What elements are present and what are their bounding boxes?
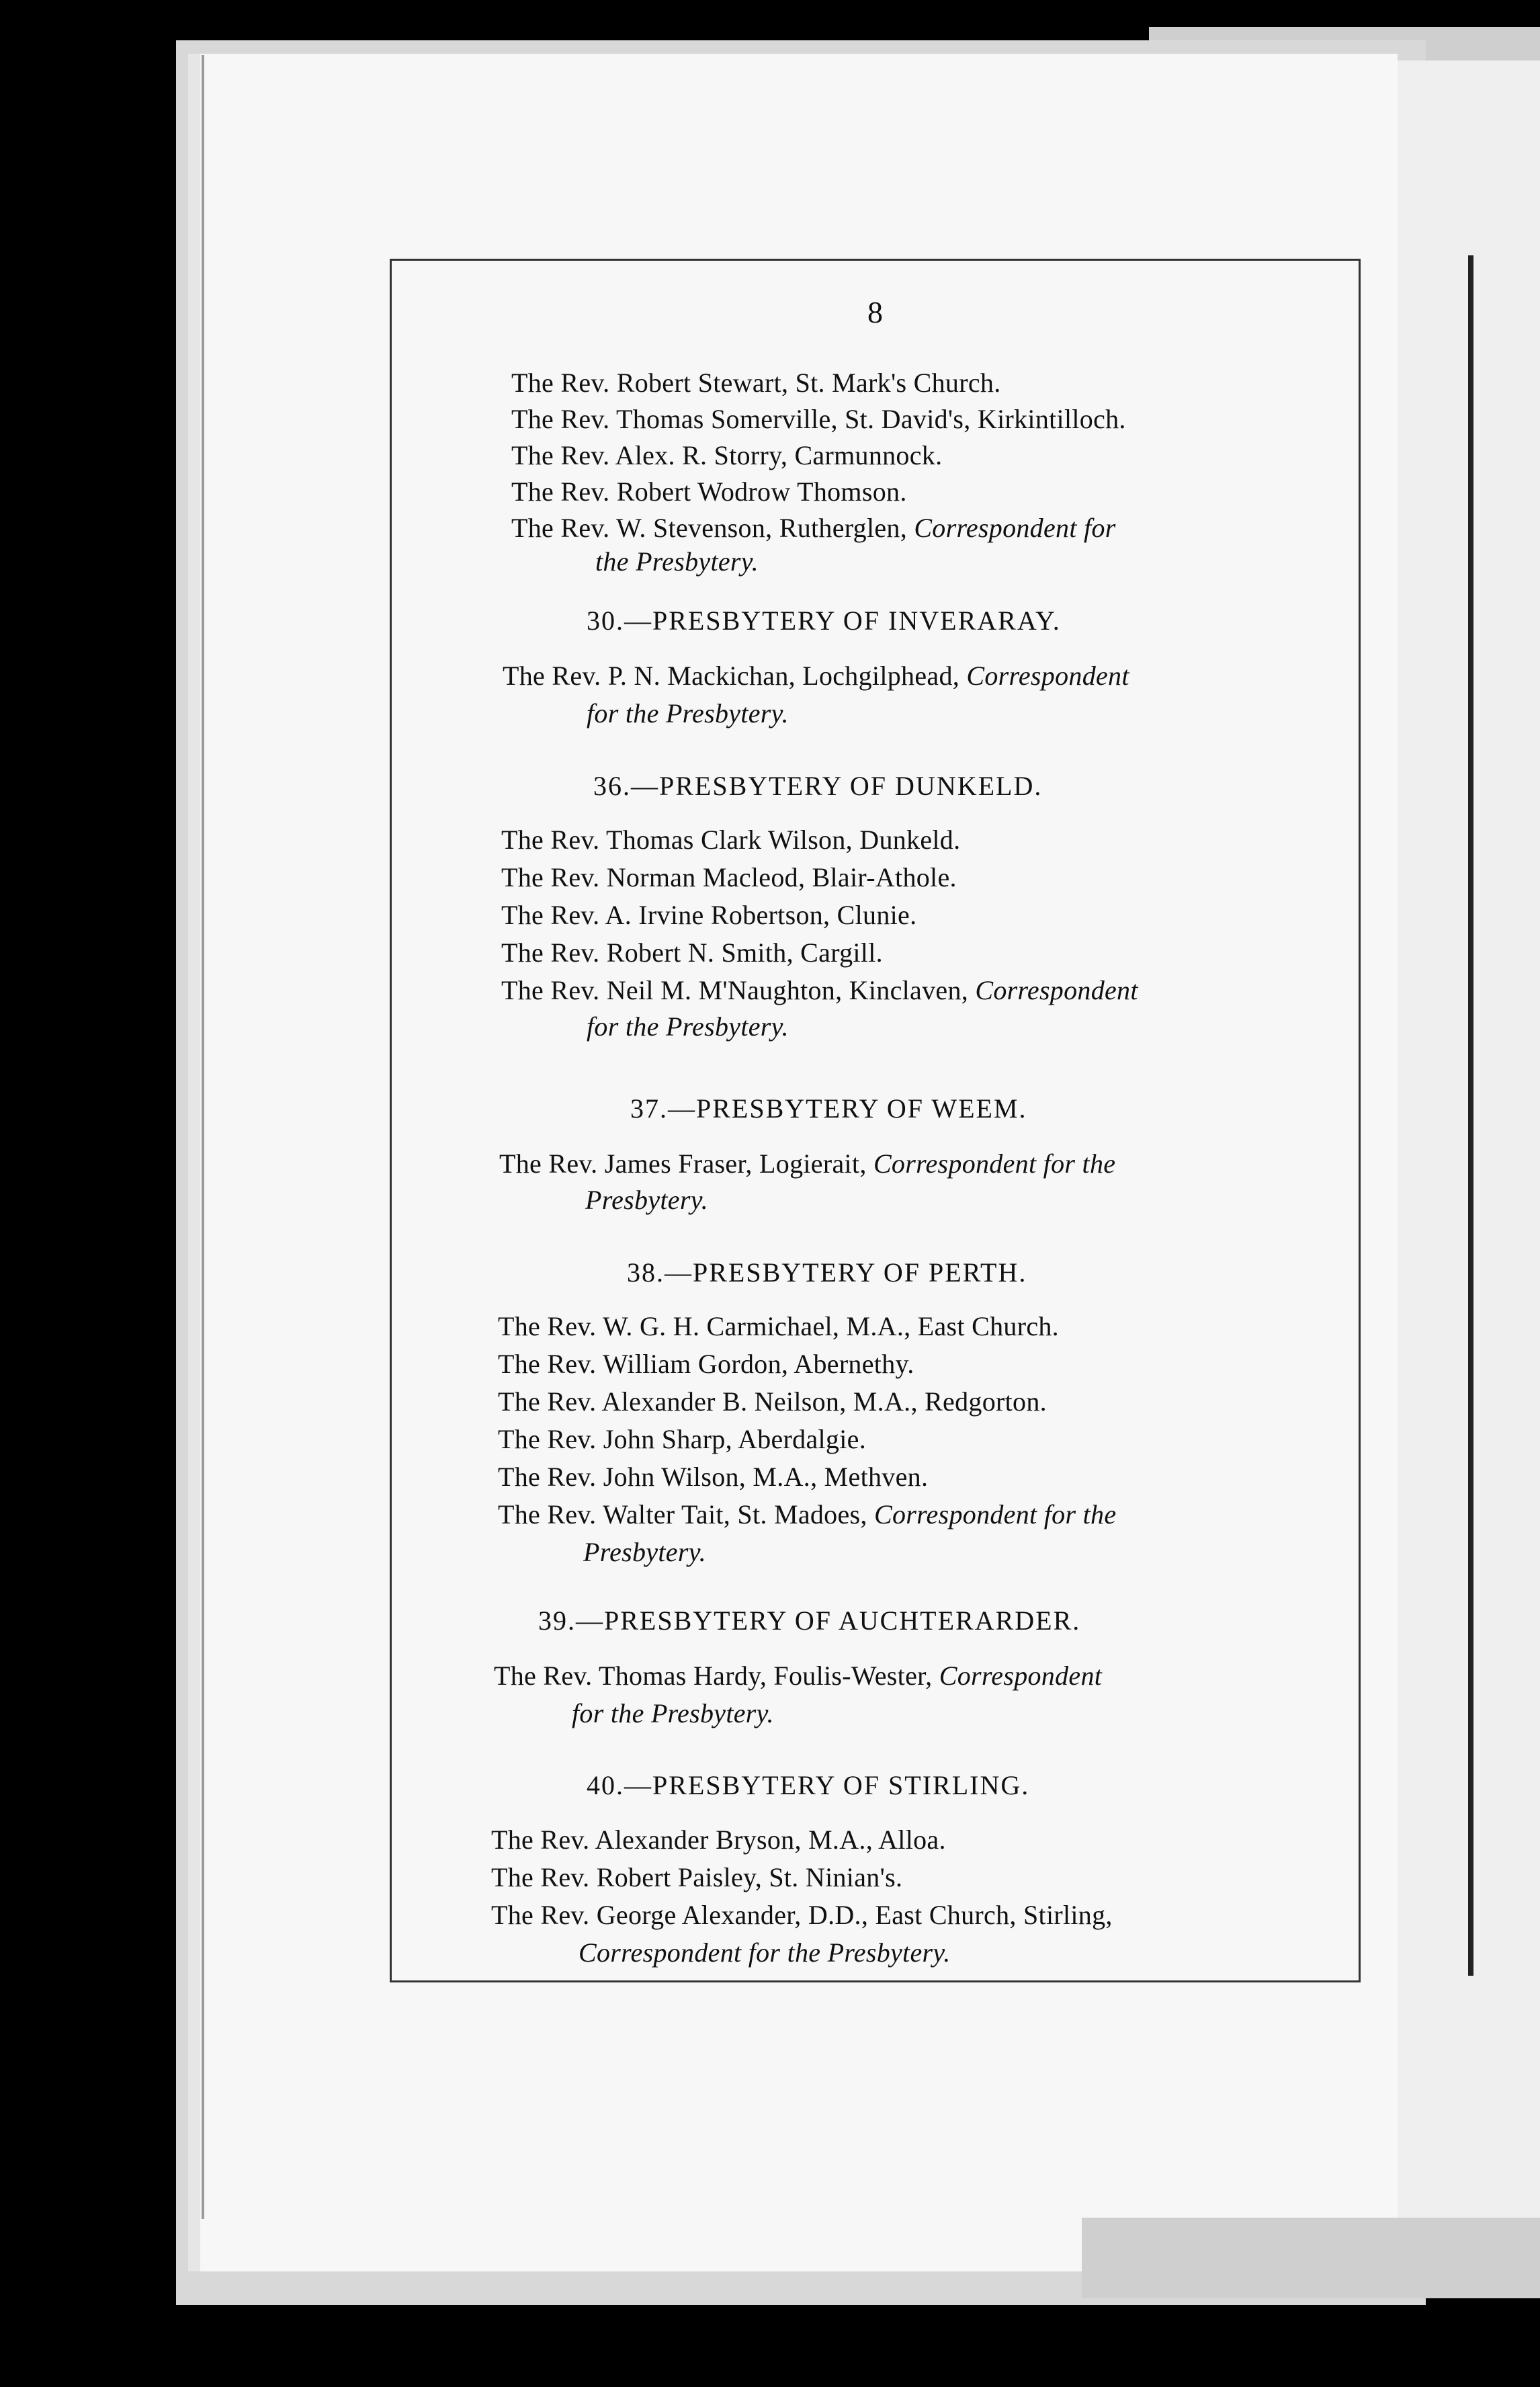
list-item-text: The Rev. Walter Tait, St. Madoes, (498, 1499, 875, 1530)
correspondent-note: Correspondent for the (874, 1499, 1117, 1530)
section-heading: 30.—PRESBYTERY OF INVERARAY. (587, 605, 1061, 636)
section-heading: 37.—PRESBYTERY OF WEEM. (630, 1093, 1027, 1124)
correspondent-note: Presbytery. (583, 1537, 706, 1567)
correspondent-note: Correspondent for (914, 513, 1116, 543)
correspondent-note: for the Presbytery. (572, 1698, 774, 1728)
page-number: 8 (867, 295, 883, 329)
correspondent-note: for the Presbytery. (587, 698, 789, 728)
facing-page (1384, 60, 1540, 2278)
list-item (511, 512, 1116, 544)
list-item: The Rev. John Wilson, M.A., Methven. (498, 1462, 929, 1492)
correspondent-note: the Presbytery. (595, 546, 759, 577)
list-item: The Rev. John Sharp, Aberdalgie. (498, 1424, 866, 1454)
list-item (499, 1148, 1115, 1179)
correspondent-note: Correspondent (966, 661, 1129, 691)
page-edge (202, 55, 204, 2219)
correspondent-note: Correspondent for the (873, 1148, 1116, 1179)
list-item (503, 660, 1129, 692)
correspondent-note: Correspondent (939, 1661, 1103, 1691)
list-item: The Rev. A. Irvine Robertson, Clunie. (501, 900, 917, 930)
list-item: The Rev. Alex. R. Storry, Carmunnock. (511, 440, 943, 470)
list-item-text: The Rev. W. Stevenson, Rutherglen, (511, 513, 914, 543)
facing-page-frame-edge (1468, 255, 1473, 1976)
list-item: The Rev. George Alexander, D.D., East Church, Stirling, (491, 1900, 1113, 1930)
scan-bottom-strip (1082, 2218, 1540, 2298)
list-item (494, 1660, 1102, 1691)
list-item-text: The Rev. Thomas Hardy, Foulis-Wester, (494, 1661, 939, 1691)
list-item-text: The Rev. James Fraser, Logierait, (499, 1148, 873, 1179)
list-item (501, 974, 1138, 1006)
section-heading: 38.—PRESBYTERY OF PERTH. (627, 1257, 1027, 1288)
list-item: The Rev. W. G. H. Carmichael, M.A., East Church. (498, 1311, 1059, 1341)
list-item (498, 1499, 1116, 1530)
list-item: The Rev. Robert Paisley, St. Ninian's. (491, 1862, 903, 1892)
section-heading: 36.—PRESBYTERY OF DUNKELD. (593, 771, 1043, 801)
list-item: The Rev. Robert Stewart, St. Mark's Church. (511, 368, 1001, 398)
list-item-text: The Rev. Neil M. M'Naughton, Kinclaven, (501, 975, 976, 1005)
list-item: The Rev. Alexander Bryson, M.A., Alloa. (491, 1825, 946, 1855)
list-item: The Rev. Robert Wodrow Thomson. (511, 476, 907, 507)
correspondent-note: Correspondent for the Presbytery. (579, 1937, 951, 1968)
section-heading: 40.—PRESBYTERY OF STIRLING. (587, 1770, 1030, 1800)
correspondent-note: for the Presbytery. (587, 1011, 789, 1042)
list-item: The Rev. Thomas Somerville, St. David's, Kirkintilloch. (511, 404, 1126, 434)
correspondent-note: Correspondent (975, 975, 1138, 1005)
section-heading: 39.—PRESBYTERY OF AUCHTERARDER. (538, 1605, 1081, 1636)
list-item: The Rev. Alexander B. Neilson, M.A., Redgorton. (498, 1386, 1047, 1417)
correspondent-note: Presbytery. (585, 1185, 708, 1215)
text-frame (390, 259, 1361, 1982)
list-item: The Rev. William Gordon, Abernethy. (498, 1349, 914, 1379)
list-item: The Rev. Norman Macleod, Blair-Athole. (501, 862, 957, 892)
list-item: The Rev. Robert N. Smith, Cargill. (501, 937, 883, 968)
list-item-text: The Rev. P. N. Mackichan, Lochgilphead, (503, 661, 967, 691)
list-item: The Rev. Thomas Clark Wilson, Dunkeld. (501, 825, 961, 855)
